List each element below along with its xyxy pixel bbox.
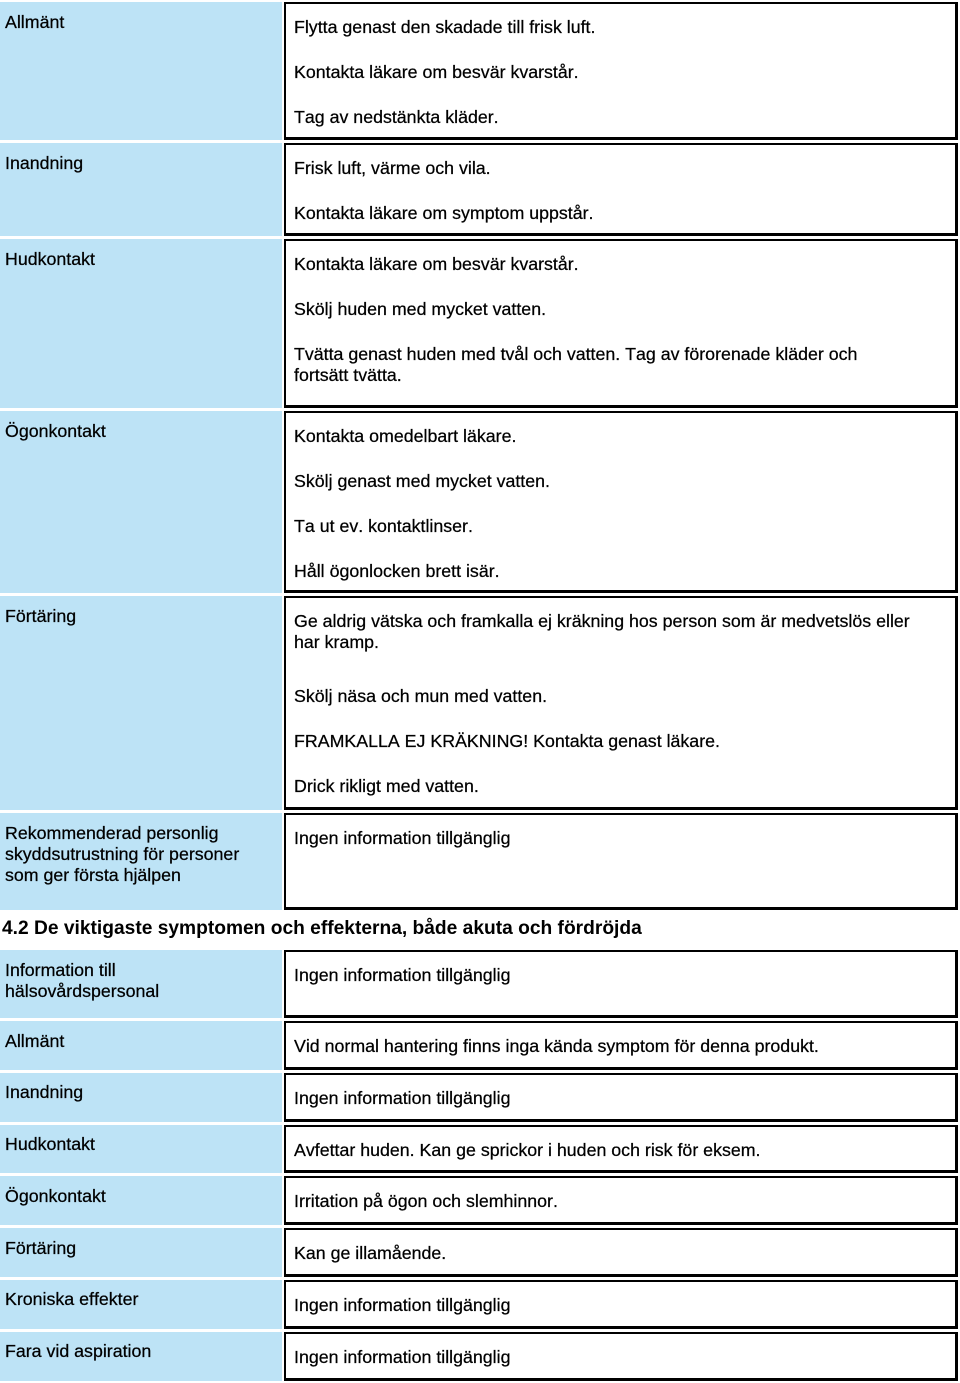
instruction-text: Ingen information tillgänglig (294, 828, 511, 848)
symptoms-table (0, 950, 960, 1381)
row-label: Ögonkontakt (0, 411, 282, 593)
symptom-text: Ingen information tillgänglig (294, 1294, 511, 1315)
row-content (284, 143, 958, 236)
row-content (284, 1228, 958, 1277)
row-label: Hudkontakt (0, 1125, 282, 1174)
row-label: Allmänt (0, 1021, 282, 1070)
instruction-text: Skölj huden med mycket vatten. (294, 299, 547, 319)
row-content (284, 1280, 958, 1329)
instruction-text: Drick rikligt med vatten. (294, 776, 479, 796)
row-content (284, 1332, 958, 1381)
row-content (284, 950, 958, 1018)
first-aid-row-skin-contact (0, 239, 960, 408)
row-content (284, 596, 958, 810)
row-label: Rekommenderad personlig skyddsutrustning för personer som ger första hjälpen (0, 813, 282, 910)
instruction-text: Kontakta läkare om symptom uppstår. (294, 203, 594, 223)
symptom-row-note-to-physicians (0, 950, 960, 1018)
row-label: Fara vid aspiration (0, 1332, 282, 1381)
symptom-text: Irritation på ögon och slemhinnor. (294, 1191, 558, 1212)
instruction-text: FRAMKALLA EJ KRÄKNING! Kontakta genast läkare. (294, 731, 720, 751)
row-content (284, 239, 958, 408)
row-content (284, 2, 958, 140)
symptom-row-inhalation (0, 1073, 960, 1122)
row-label: Inandning (0, 143, 282, 236)
row-label: Allmänt (0, 2, 282, 140)
row-content (284, 1073, 958, 1122)
symptom-text: Ingen information tillgänglig (294, 965, 511, 985)
row-label: Ögonkontakt (0, 1176, 282, 1225)
row-label: Förtäring (0, 1228, 282, 1277)
instruction-text: Håll ögonlocken brett isär. (294, 561, 500, 581)
symptom-row-general (0, 1021, 960, 1070)
instruction-text: Ge aldrig vätska och framkalla ej kräkning hos person som är medvetslös eller har kramp. (294, 611, 910, 652)
first-aid-row-eye-contact (0, 411, 960, 593)
instruction-text: Kontakta omedelbart läkare. (294, 426, 517, 446)
symptom-row-ingestion (0, 1228, 960, 1277)
symptom-row-aspiration-hazard (0, 1332, 960, 1381)
symptom-text: Kan ge illamående. (294, 1243, 447, 1264)
symptom-row-chronic-effects (0, 1280, 960, 1329)
row-label: Förtäring (0, 596, 282, 810)
section-heading: 4.2 De viktigaste symptomen och effekterna, både akuta och fördröjda (2, 918, 642, 939)
symptom-text: Avfettar huden. Kan ge sprickor i huden och risk för eksem. (294, 1139, 761, 1160)
row-label: Inandning (0, 1073, 282, 1122)
first-aid-row-general (0, 2, 960, 140)
symptom-text: Ingen information tillgänglig (294, 1087, 511, 1108)
instruction-text: Flytta genast den skadade till frisk luft. (294, 17, 596, 37)
row-content (284, 1021, 958, 1070)
instruction-text: Tvätta genast huden med tvål och vatten. Tag av förorenade kläder och fortsätt tvätta. (294, 344, 858, 385)
row-label: Information till hälsovårdspersonal (0, 950, 282, 1018)
instruction-text: Tag av nedstänkta kläder. (294, 107, 499, 127)
row-content (284, 411, 958, 593)
symptom-text: Vid normal hantering finns inga kända symptom för denna produkt. (294, 1036, 819, 1056)
instruction-text: Kontakta läkare om besvär kvarstår. (294, 254, 579, 274)
row-content (284, 813, 958, 910)
symptom-row-eye-contact (0, 1176, 960, 1225)
row-content (284, 1176, 958, 1225)
first-aid-table (0, 2, 960, 910)
first-aid-row-ppe-for-first-aiders (0, 813, 960, 910)
row-content (284, 1125, 958, 1174)
first-aid-row-inhalation (0, 143, 960, 236)
row-label: Kroniska effekter (0, 1280, 282, 1329)
instruction-text: Frisk luft, värme och vila. (294, 158, 491, 178)
symptom-text: Ingen information tillgänglig (294, 1346, 511, 1367)
symptom-row-skin-contact (0, 1125, 960, 1174)
first-aid-row-ingestion (0, 596, 960, 810)
row-label: Hudkontakt (0, 239, 282, 408)
instruction-text: Skölj genast med mycket vatten. (294, 471, 550, 491)
instruction-text: Kontakta läkare om besvär kvarstår. (294, 62, 579, 82)
instruction-text: Ta ut ev. kontaktlinser. (294, 516, 473, 536)
instruction-text: Skölj näsa och mun med vatten. (294, 686, 548, 706)
